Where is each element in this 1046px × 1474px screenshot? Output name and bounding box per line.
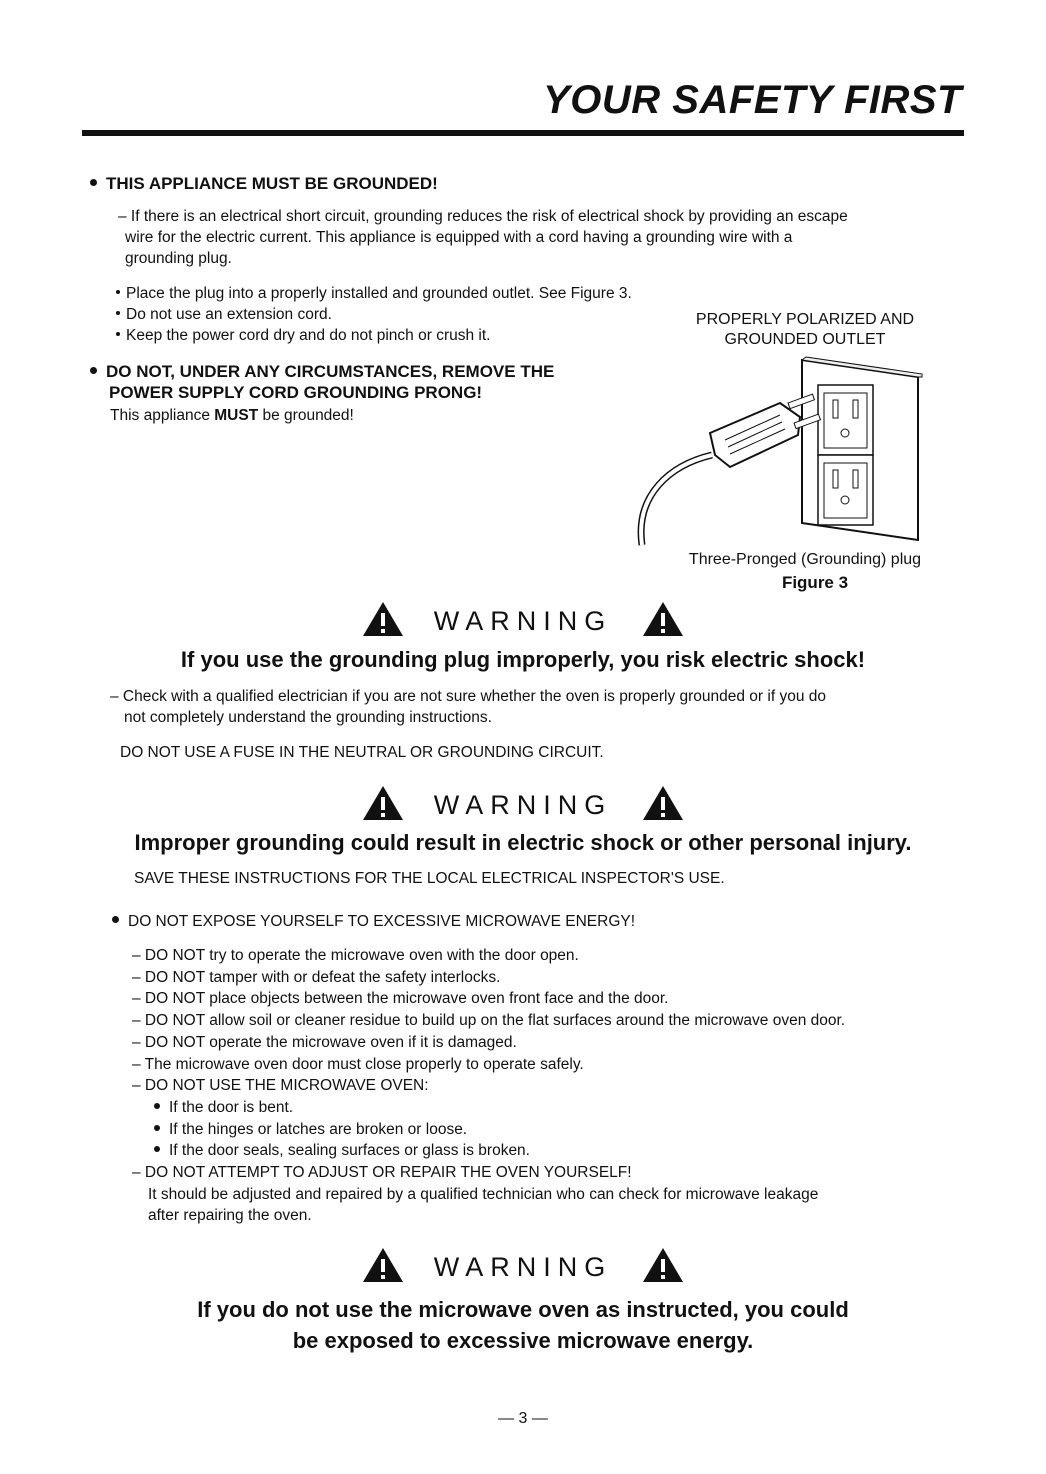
- warning-subtitle: If you do not use the microwave oven as instructed, you could be exposed to excessive microwave energy.: [197, 1297, 849, 1353]
- save-instructions: SAVE THESE INSTRUCTIONS FOR THE LOCAL ELECTRICAL INSPECTOR'S USE.: [134, 870, 725, 887]
- prong-note: This appliance MUST be grounded!: [110, 407, 354, 424]
- list-item: – DO NOT tamper with or defeat the safety interlocks.: [132, 968, 501, 986]
- figure-caption: Three-Pronged (Grounding) plug: [688, 551, 922, 568]
- microwave-heading: DO NOT EXPOSE YOURSELF TO EXCESSIVE MICROWAVE ENERGY!: [112, 911, 635, 932]
- list-item: – DO NOT USE THE MICROWAVE OVEN:: [132, 1077, 429, 1095]
- warning-triangle-icon: [361, 600, 405, 638]
- warning-subtitle: If you use the grounding plug improperly, you risk electric shock!: [180, 647, 866, 672]
- list-item: Do not use an extension cord.: [116, 304, 632, 325]
- list-item: – The microwave oven door must close properly to operate safely.: [132, 1055, 584, 1073]
- list-item: Place the plug into a properly installed and grounded outlet. See Figure 3.: [116, 283, 632, 304]
- bullet-icon: [112, 916, 119, 923]
- warning-triangle-icon: [641, 1246, 685, 1284]
- list-item: – DO NOT try to operate the microwave oven with the door open.: [132, 947, 579, 964]
- grounded-bullets: [116, 283, 632, 346]
- list-item: Keep the power cord dry and do not pinch or crush it.: [116, 325, 632, 346]
- list-item: If the hinges or latches are broken or loose.: [132, 1119, 845, 1141]
- list-item: If the door is bent.: [132, 1097, 845, 1119]
- list-item: If the door seals, sealing surfaces or glass is broken.: [132, 1140, 845, 1162]
- warning-heading: WARNING: [0, 788, 1046, 826]
- list-item: – DO NOT ATTEMPT TO ADJUST OR REPAIR THE OVEN YOURSELF!: [132, 1164, 632, 1182]
- figure-label: Figure 3: [781, 573, 849, 592]
- figure-title: PROPERLY POLARIZED AND GROUNDED OUTLET: [695, 311, 915, 348]
- warning-subtitle: Improper grounding could result in electric shock or other personal injury.: [134, 830, 912, 855]
- list-item: – DO NOT operate the microwave oven if it is damaged.: [132, 1033, 517, 1051]
- grounded-description: – If there is an electrical short circuit, grounding reduces the risk of electrical shock by providing an escape wire for the electric current. This appliance is equipped with a cord having a grounding wire with a grounding plug.: [118, 208, 848, 267]
- bullet-icon: [90, 367, 97, 374]
- page-title: YOUR SAFETY FIRST: [543, 78, 962, 122]
- warning1-text: – Check with a qualified electrician if you are not sure whether the oven is properly grounded or if you do not completely understand the grounding instructions.: [110, 688, 826, 726]
- grounded-heading: THIS APPLIANCE MUST BE GROUNDED!: [90, 174, 438, 194]
- warning-triangle-icon: [361, 1246, 405, 1284]
- title-rule: [82, 130, 964, 136]
- microwave-list: – DO NOT try to operate the microwave oven with the door open. – DO NOT tamper with or defeat the safety interlocks. – DO NOT place objects between the microwave oven front face and the door. – DO NOT allow soil or cleaner residue to build up on the flat surfaces around the microwave oven door. – DO NOT operate the microwave oven if it is damaged. – The microwave oven door must close properly to operate safely. – DO NOT USE THE MICROWAVE OVEN: If the door is bent. If the hinges or latches are broken or loose. If the door seals, sealing surfaces or glass is broken. – DO NOT ATTEMPT TO ADJUST OR REPAIR THE OVEN YOURSELF! It should be adjusted and repaired by a qualified technician who can check for microwave leakage after repairing the oven.: [132, 947, 846, 1225]
- list-item: – DO NOT allow soil or cleaner residue to build up on the flat surfaces around the microwave oven door.: [132, 1012, 846, 1030]
- outlet-plug-illustration: [630, 355, 940, 550]
- list-item: – DO NOT place objects between the microwave oven front face and the door.: [132, 990, 669, 1008]
- fuse-note: DO NOT USE A FUSE IN THE NEUTRAL OR GROUNDING CIRCUIT.: [120, 744, 604, 761]
- bullet-icon: [90, 179, 97, 186]
- page-number: — 3 —: [498, 1410, 548, 1427]
- warning-heading: WARNING: [0, 604, 1046, 642]
- warning-triangle-icon: [361, 784, 405, 822]
- warning-triangle-icon: [641, 600, 685, 638]
- warning-heading: WARNING: [0, 1250, 1046, 1288]
- warning-triangle-icon: [641, 784, 685, 822]
- prong-heading: DO NOT, UNDER ANY CIRCUMSTANCES, REMOVE THE POWER SUPPLY CORD GROUNDING PRONG!: [90, 361, 554, 403]
